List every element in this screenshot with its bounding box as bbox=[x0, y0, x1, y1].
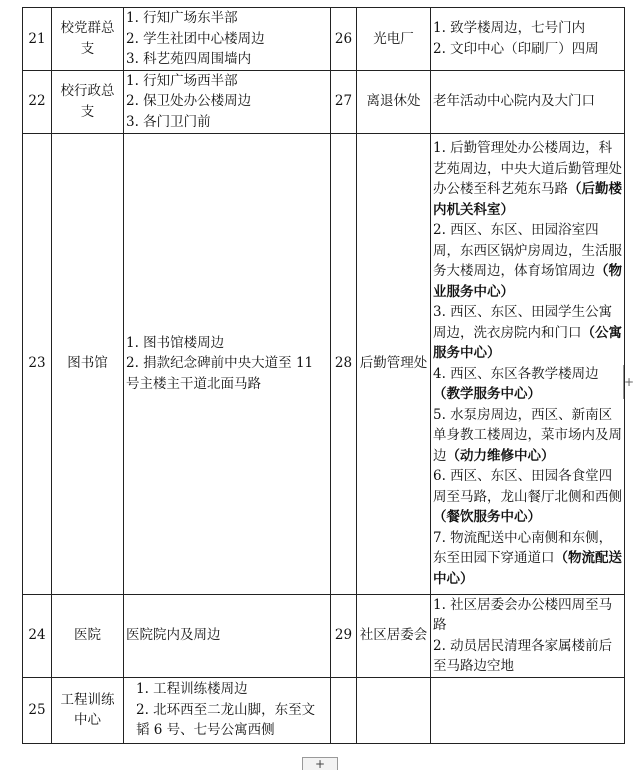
area-line: 2. 北环西至二龙山脚，东至文韬 6 号、七号公寓西侧 bbox=[136, 701, 316, 739]
area-line: 老年活动中心院内及大门口 bbox=[433, 93, 595, 110]
table-row bbox=[23, 594, 625, 677]
table-row bbox=[23, 70, 625, 133]
area-cell bbox=[124, 133, 331, 594]
row-number bbox=[331, 677, 357, 743]
unit-name: 离退休处 bbox=[357, 70, 431, 133]
area-line: 2. 动员居民清理各家属楼前后至马路边空地 bbox=[433, 637, 613, 674]
duty-text: 5. 水泵房周边，西区、新南区单身教工楼周边，菜市场内及周边 bbox=[433, 406, 622, 464]
duty-department: （物业服务中心） bbox=[433, 263, 622, 300]
area-line: 1. 致学楼周边，七号门内 bbox=[433, 20, 586, 37]
area-cell bbox=[124, 8, 331, 71]
duty-department: （公寓服务中心） bbox=[433, 324, 622, 361]
duty-item bbox=[433, 528, 622, 590]
unit-name: 图书馆 bbox=[52, 133, 124, 594]
duty-department: （餐饮服务中心） bbox=[433, 509, 541, 525]
area-cell bbox=[431, 133, 625, 594]
unit-name: 工程训练中心 bbox=[52, 677, 124, 743]
table-row bbox=[23, 8, 625, 71]
area-cell bbox=[431, 70, 625, 133]
area-line: 1. 图书馆楼周边 bbox=[126, 334, 225, 351]
expand-plus-icon[interactable]: + bbox=[623, 365, 632, 399]
area-cell bbox=[124, 594, 331, 677]
assignment-table bbox=[22, 7, 625, 744]
duty-text: 7. 物流配送中心南侧和东侧，东至田园下穿通道口 bbox=[433, 529, 613, 566]
area-cell bbox=[124, 70, 331, 133]
area-cell bbox=[431, 8, 625, 71]
row-number: 27 bbox=[331, 70, 357, 133]
area-cell bbox=[431, 677, 625, 743]
row-number: 23 bbox=[23, 133, 52, 594]
row-number: 25 bbox=[23, 677, 52, 743]
unit-name: 医院 bbox=[52, 594, 124, 677]
area-line: 1. 行知广场东半部 bbox=[126, 10, 238, 26]
duty-item bbox=[433, 138, 622, 220]
area-line: 2. 文印中心（印刷厂）四周 bbox=[433, 40, 599, 57]
duty-text: 3. 西区、东区、田园学生公寓周边，洗衣房院内和门口 bbox=[433, 304, 613, 341]
duty-item bbox=[433, 220, 622, 302]
unit-name: 校党群总支 bbox=[52, 8, 124, 71]
area-cell bbox=[431, 594, 625, 677]
duty-text: 6. 西区、东区、田园各食堂四周至马路，龙山餐厅北侧和西侧 bbox=[433, 468, 622, 505]
area-line: 1. 社区居委会办公楼四周至马路 bbox=[433, 596, 613, 633]
add-row-plus-icon[interactable]: + bbox=[302, 757, 338, 770]
duty-item bbox=[433, 405, 622, 467]
row-number: 24 bbox=[23, 594, 52, 677]
area-line: 2. 捐款纪念碑前中央大道至 11 号主楼主干道北面马路 bbox=[126, 355, 314, 392]
area-line: 3. 科艺苑四周围墙内 bbox=[126, 51, 252, 67]
table-row bbox=[23, 677, 625, 743]
unit-name: 光电厂 bbox=[357, 8, 431, 71]
row-number: 29 bbox=[331, 594, 357, 677]
area-cell bbox=[124, 677, 331, 743]
row-number: 28 bbox=[331, 133, 357, 594]
duty-item bbox=[433, 364, 622, 405]
area-line: 2. 保卫处办公楼周边 bbox=[126, 93, 252, 110]
area-line: 1. 工程训练楼周边 bbox=[136, 681, 248, 698]
table-row bbox=[23, 133, 625, 594]
area-line: 1. 行知广场西半部 bbox=[126, 72, 238, 89]
duty-department: （教学服务中心） bbox=[433, 386, 541, 402]
duty-text: 2. 西区、东区、田园浴室四周，东西区锅炉房周边，生活服务大楼周边，体育场馆周边 bbox=[433, 222, 622, 279]
unit-name bbox=[357, 677, 431, 743]
area-line: 医院院内及周边 bbox=[126, 627, 221, 644]
duty-department: （后勤楼内机关科室） bbox=[433, 181, 622, 218]
duty-department: （动力维修中心） bbox=[446, 447, 555, 464]
unit-name: 社区居委会 bbox=[357, 594, 431, 677]
duty-text: 4. 西区、东区各教学楼周边 bbox=[433, 365, 599, 382]
row-number: 21 bbox=[23, 8, 52, 71]
row-number: 22 bbox=[23, 70, 52, 133]
area-line: 2. 学生社团中心楼周边 bbox=[126, 30, 265, 47]
area-line: 3. 各门卫门前 bbox=[126, 113, 211, 130]
duty-item bbox=[433, 302, 622, 364]
row-number: 26 bbox=[331, 8, 357, 71]
unit-name: 校行政总支 bbox=[52, 70, 124, 133]
duty-department: （物流配送中心） bbox=[433, 550, 622, 587]
duty-text: 1. 后勤管理处办公楼周边，科艺苑周边，中央大道后勤管理处办公楼至科艺苑东马路 bbox=[433, 140, 622, 197]
unit-name: 后勤管理处 bbox=[357, 133, 431, 594]
duty-item bbox=[433, 466, 622, 528]
